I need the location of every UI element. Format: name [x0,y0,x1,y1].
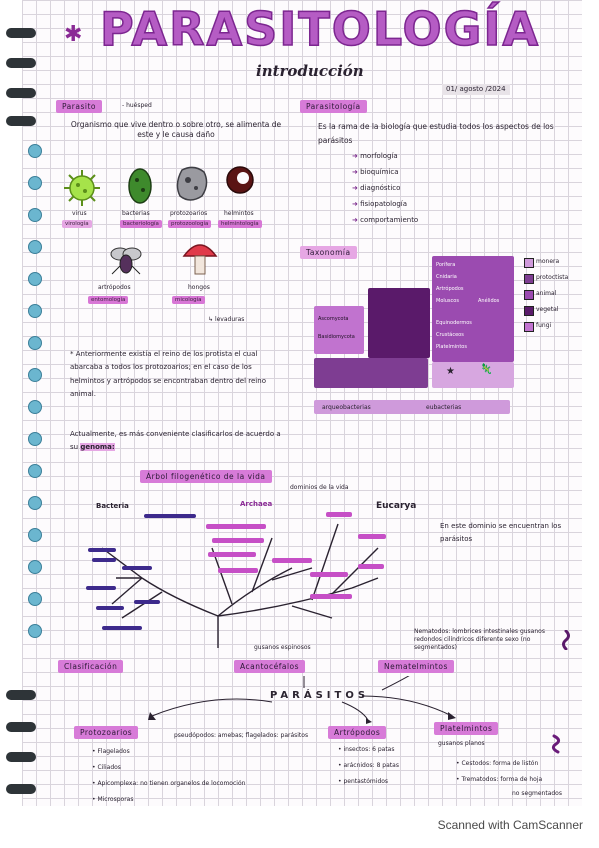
tax-bottom-right: eubacterias [426,404,462,411]
arbol-bacteria-label: Bacteria [96,502,129,510]
legend-animal: animal [536,290,557,297]
tax-star-icon: ★ [446,366,455,377]
organism-science-bacterias: bacteriología [120,220,162,228]
artropodos-item-0: • insectos: 6 patas [338,746,394,754]
organism-label-artropodos: artrópodos [98,284,131,291]
clasificacion-tag: Clasificación [58,660,123,673]
tax-animal-label-0: Porífera [436,262,456,268]
arthropod-icon [106,244,146,284]
tax-creature-icon: 🦎 [480,364,493,375]
tax-animal-label-1: Cnidaria [436,274,457,280]
protozoarios-tag: Protozoarios [74,726,138,739]
parasitologia-item-3: ➜ fisiopatología [352,200,408,208]
actual-text [70,428,284,455]
artropodos-tag: Artrópodos [328,726,386,739]
scanner-watermark: Scanned with CamScanner [437,818,583,832]
parasitologia-item-0: ➜ morfología [352,152,398,160]
legend-fungi: fungi [536,322,552,329]
tax-bottom-left: arqueobacterias [322,404,371,411]
nematelmintos-tag: Nematelmintos [378,660,454,673]
acantocefalos-note: gusanos espinosos [254,644,311,651]
organism-science-hongos: micología [172,296,205,304]
organism-label-bacterias: bacterias [122,210,150,217]
worm-icon [560,630,572,654]
legend-vegetal-swatch [524,306,534,316]
flatworm-icon [550,734,564,758]
genoma-highlight: genoma: [80,443,115,452]
organism-label-helmintos: helmintos [224,210,254,217]
page-subtitle: introducción [256,62,364,80]
acantocefalos-tag: Acantocéfalos [234,660,305,673]
parasito-tag: Parasito [56,100,102,113]
bacteria-icon [125,166,155,210]
parasitologia-item-4: ➜ comportamiento [352,216,419,224]
parasito-note: - huésped [122,102,152,109]
arbol-archaea-label: Archaea [240,500,273,508]
flagelados-note: pseudópodos: amebas; flagelados: parásitos [174,732,309,739]
arbol-tag: Árbol filogenético de la vida [140,470,272,483]
legend-monera-swatch [524,258,534,268]
protozoarios-item-2: • Apicomplexa: no tienen organelos de locomoción [92,780,245,788]
legend-vegetal: vegetal [536,306,559,313]
history-text: * Anteriormente existía el reino de los protista el cual abarcaba a todos los protozoarios; en el caso de los helmintos y artrópodos se encontraban dentro del reino animal. [70,350,266,398]
phylogenetic-tree-diagram [82,508,392,652]
organism-science-artropodos: entomología [88,296,128,304]
nematodos-note: Nematodos: lombrices intestinales gusanos redondos cilíndricos diferente sexo (no segmentados) [414,628,545,651]
tax-fungi-block [314,306,364,354]
platelmintos-extra: no segmentados [512,790,562,797]
protozoarios-item-0: • Flagelados [92,748,130,756]
arbol-note: En este dominio se encuentran los parásitos [440,522,562,544]
artropodos-item-2: • pentastómidos [338,778,388,786]
legend-fungi-swatch [524,322,534,332]
organism-science-protozoarios: protozoología [168,220,211,228]
tax-monera-block-right [432,362,514,388]
tax-basidiomycota-label: Basidiomycota [318,334,355,340]
platelmintos-tag: Platelmintos [434,722,498,735]
mushroom-icon [182,238,218,282]
legend-protoctista: protoctista [536,274,569,281]
protozoa-icon [174,164,210,208]
page-title: PARASITOLOGÍA [100,2,541,56]
title-arrow-icon: ✱ [64,22,83,47]
tax-protoctista-block [314,358,428,388]
levaduras-label: ↳ levaduras [208,316,245,323]
legend-monera: monera [536,258,560,265]
legend-protoctista-swatch [524,274,534,284]
legend-animal-swatch [524,290,534,300]
parasitologia-definition: Es la rama de la biología que estudia todos los aspectos de los parásitos [318,122,554,146]
organism-science-virus: virología [62,220,92,228]
notebook-page [22,0,582,806]
helminth-icon [224,164,256,200]
arbol-eukarya-label: Eucarya [376,501,417,511]
tax-animal-label-5: Equinodermos [436,320,472,326]
tax-vegetal-block [368,288,430,358]
taxonomia-tag: Taxonomía [300,246,357,259]
parasitologia-tag: Parasitología [300,100,367,113]
tax-animal-label-6: Crustáceos [436,332,464,338]
tax-animal-label-3: Moluscos [436,298,459,304]
virus-icon [62,168,102,212]
tax-ascomycota-label: Ascomycota [318,316,349,322]
organism-science-helmintos: helmintología [218,220,262,228]
parasitologia-item-1: ➜ bioquímica [352,168,399,176]
parasito-definition: Organismo que vive dentro o sobre otro, se alimenta de este y le causa daño [70,120,282,140]
date: 01/ agosto /2024 [442,84,510,95]
organism-label-hongos: hongos [188,284,210,291]
parasitologia-item-2: ➜ diagnóstico [352,184,401,192]
protozoarios-item-1: • Ciliados [92,764,121,772]
organism-label-virus: virus [72,210,87,217]
platelmintos-note: gusanos planos [438,740,485,747]
platelmintos-item-1: • Trematodos: forma de hoja [456,776,542,784]
levaduras-text: levaduras [214,316,245,323]
actual-sentence: Actualmente, es más conveniente clasificarlos de acuerdo a su [70,430,281,452]
tax-animal-label-7: Platelmintos [436,344,467,350]
organism-label-protozoarios: protozoarios [170,210,208,217]
artropodos-item-1: • arácnidos: 8 patas [338,762,399,770]
protozoarios-item-3: • Microsporas [92,796,133,804]
tax-animal-label-2: Artrópodos [436,286,464,292]
arbol-domains-label: dominios de la vida [290,484,349,491]
parasitos-center: PARÁSITOS [270,690,370,701]
tax-animal-label-4: Anélidos [478,298,500,304]
platelmintos-item-0: • Cestodos: forma de listón [456,760,538,768]
